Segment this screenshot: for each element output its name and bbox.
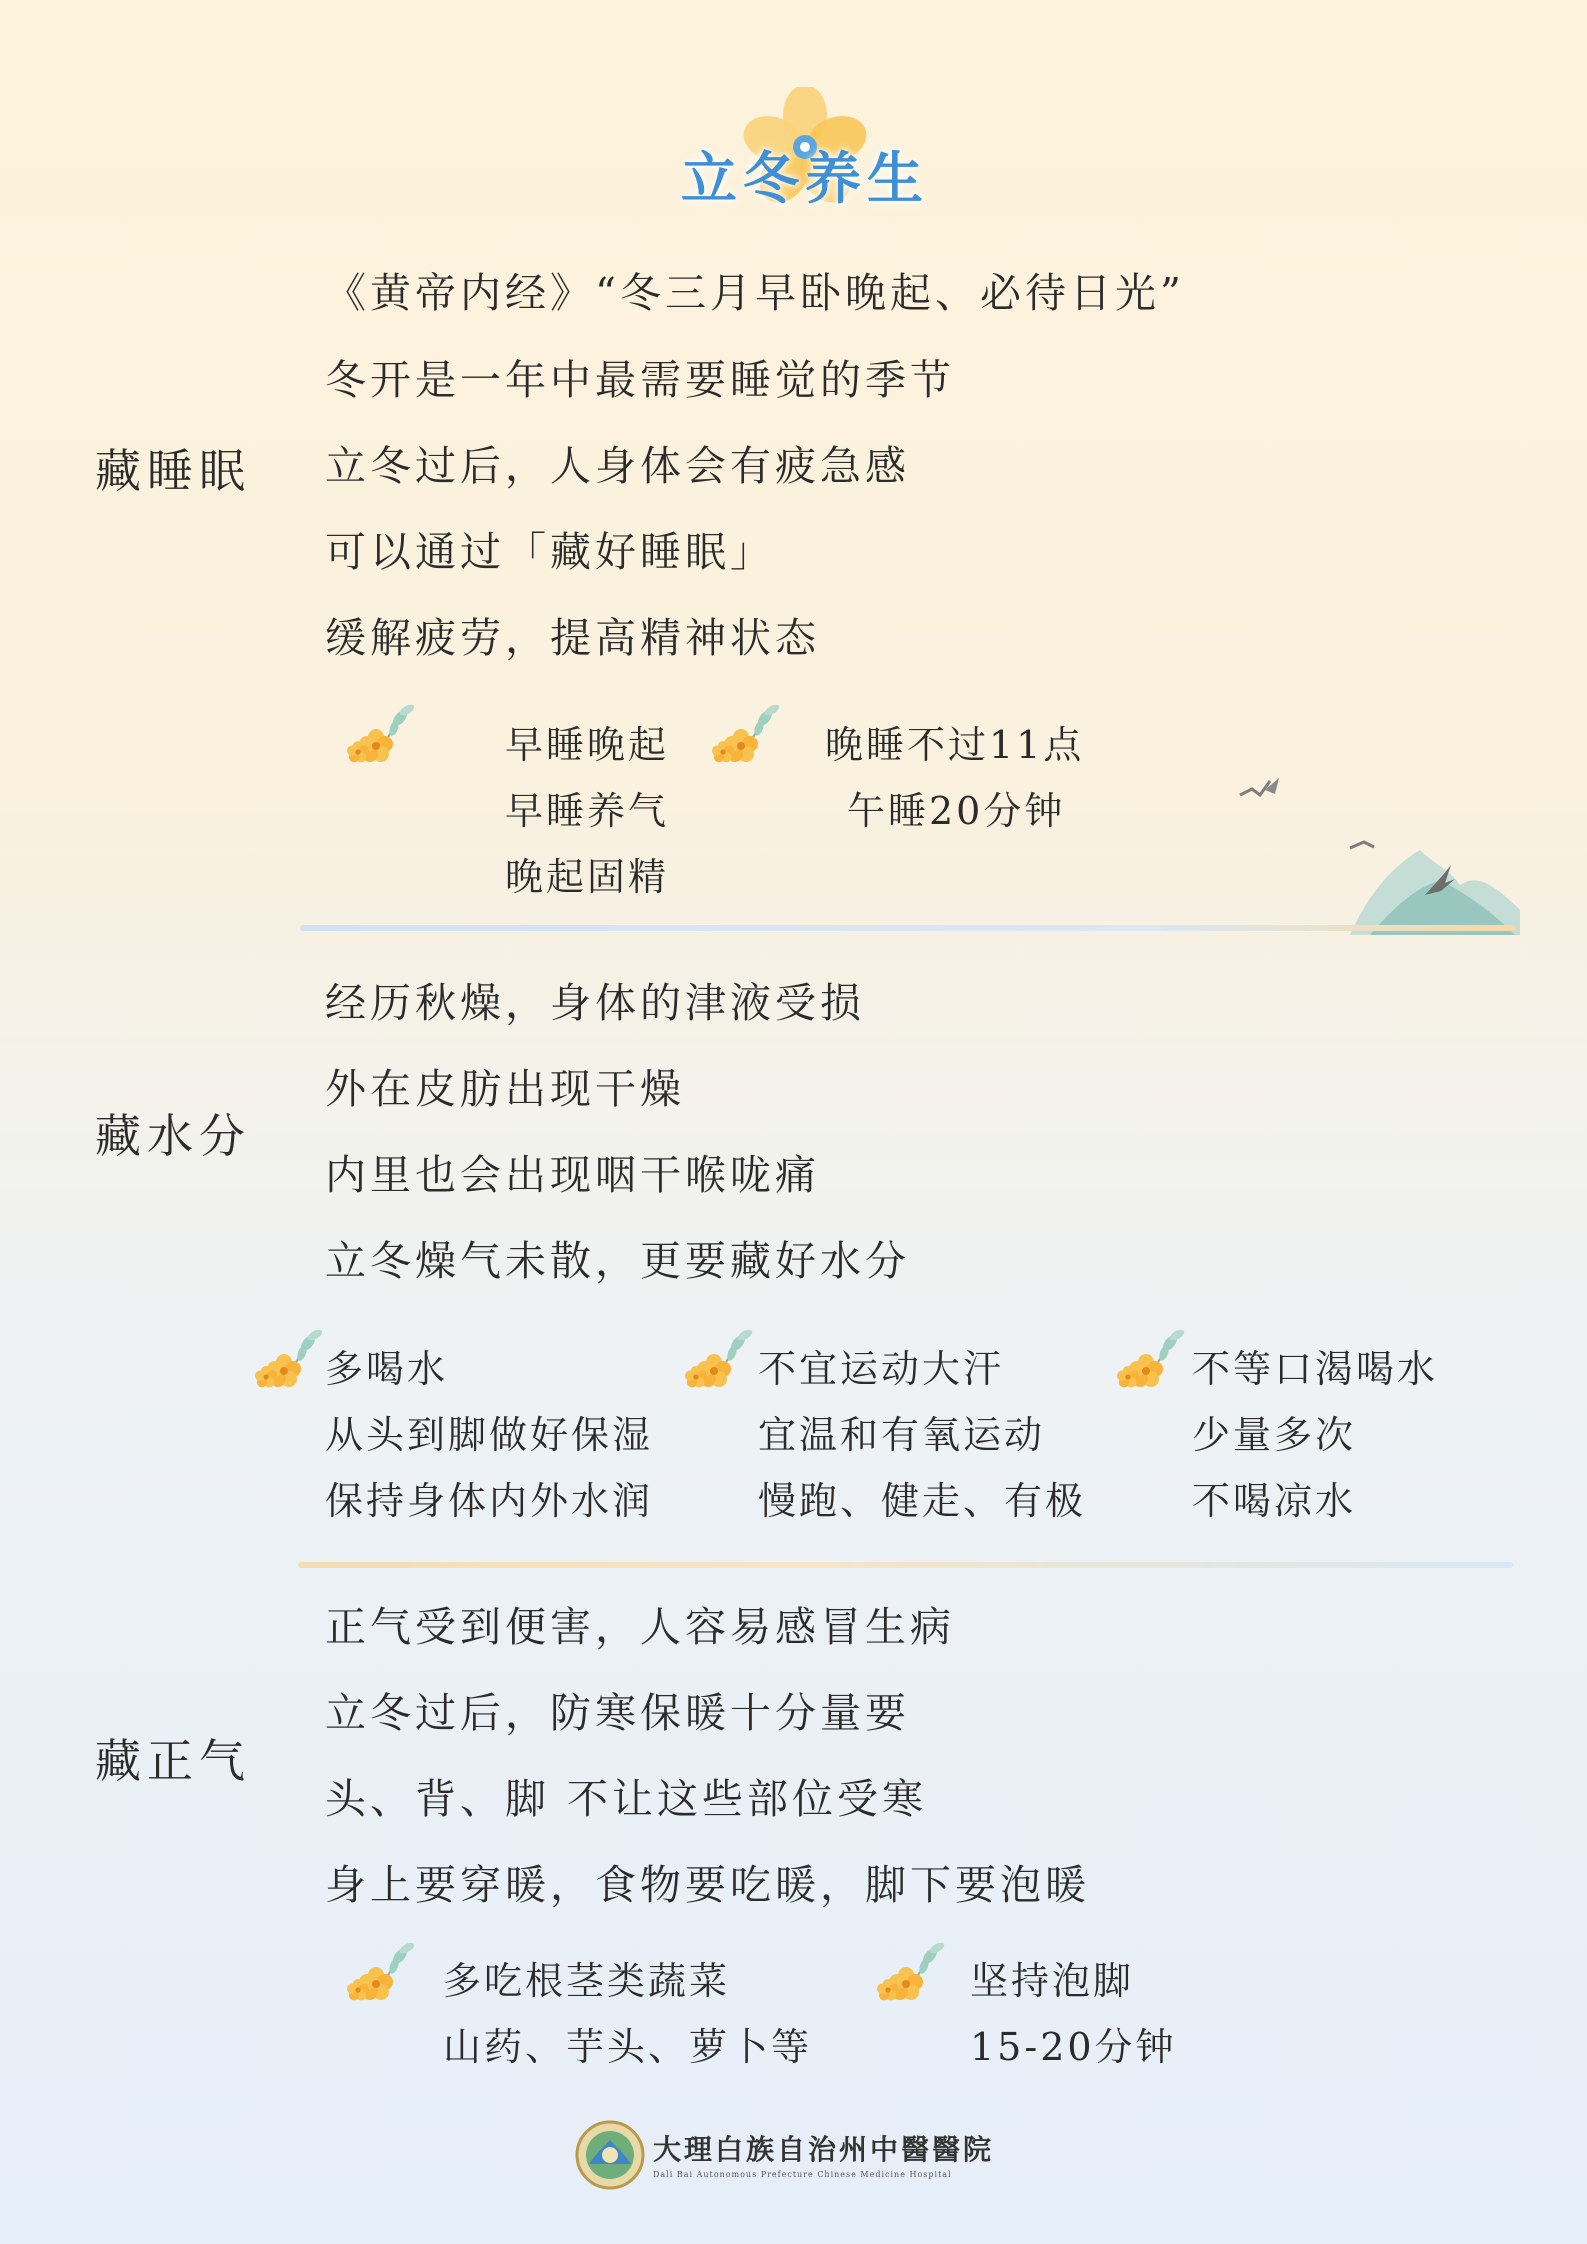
tip-line: 早睡养气: [505, 789, 670, 833]
tip-line: 从头到脚做好保湿: [325, 1413, 654, 1457]
sleep-tip-2: [825, 712, 1084, 844]
qi-line-2: 立冬过后，防寒保暖十分量要: [325, 1689, 910, 1737]
hospital-name: 大理白族自治州中醫醫院: [653, 2133, 995, 2166]
sleep-line-4: 可以通过「藏好睡眠」: [325, 528, 775, 576]
hospital-logo: [575, 2120, 1015, 2200]
water-line-2: 外在皮肪出现干燥: [325, 1065, 685, 1113]
section-divider: [300, 925, 1516, 931]
qi-line-1: 正气受到便害，人容易感冒生病: [325, 1603, 955, 1651]
water-tip-3: [1192, 1336, 1438, 1534]
flower-sprig-icon: [870, 1938, 950, 2008]
tip-line: 少量多次: [1192, 1413, 1357, 1457]
tip-line: 山药、芋头、萝卜等: [443, 2025, 813, 2069]
section-label-water: 藏水分: [95, 1109, 251, 1163]
flower-sprig-icon: [340, 1938, 420, 2008]
water-line-4: 立冬燥气未散，更要藏好水分: [325, 1237, 910, 1285]
flower-sprig-icon: [1110, 1325, 1190, 1395]
tip-line: 多吃根茎类蔬菜: [443, 1959, 731, 2003]
qi-line-3: 头、背、脚 不让这些部位受寒: [325, 1775, 928, 1823]
page-title: 立冬养生: [681, 147, 929, 212]
tip-line: 不喝凉水: [1192, 1479, 1357, 1523]
sleep-line-1: 《黄帝内经》“冬三月早卧晚起、必待日光”: [325, 269, 1185, 317]
hospital-emblem-icon: [575, 2120, 645, 2190]
tip-line: 不等口渴喝水: [1192, 1347, 1439, 1391]
water-tip-2: [758, 1336, 1086, 1534]
tip-line: 早睡晚起: [505, 723, 670, 767]
water-line-3: 内里也会出现咽干喉咙痛: [325, 1151, 820, 1199]
tip-line: 晚起固精: [505, 855, 670, 899]
qi-tip-1: [443, 1948, 812, 2080]
sleep-line-3: 立冬过后，人身体会有疲急感: [325, 442, 910, 490]
qi-line-4: 身上要穿暖，食物要吃暖，脚下要泡暖: [325, 1861, 1090, 1909]
tip-line: 午睡20分钟: [847, 789, 1066, 833]
tip-line: 慢跑、健走、有极: [758, 1479, 1087, 1523]
section-label-sleep: 藏睡眠: [95, 444, 251, 498]
qi-tip-2: [970, 1948, 1177, 2080]
title-block: [640, 95, 970, 215]
section-label-qi: 藏正气: [95, 1734, 251, 1788]
water-tip-1: [325, 1336, 653, 1534]
tip-line: 多喝水: [325, 1347, 449, 1391]
tip-line: 15-20分钟: [970, 2025, 1177, 2069]
flower-sprig-icon: [678, 1325, 758, 1395]
flower-sprig-icon: [340, 700, 420, 770]
sleep-line-2: 冬开是一年中最需要睡觉的季节: [325, 356, 955, 404]
tip-line: 保持身体内外水润: [325, 1479, 654, 1523]
sleep-tip-1: [505, 712, 669, 910]
tip-line: 宜温和有氧运动: [758, 1413, 1046, 1457]
tip-line: 不宜运动大汗: [758, 1347, 1005, 1391]
tip-line: 坚持泡脚: [970, 1959, 1135, 2003]
sleep-line-5: 缓解疲劳，提高精神状态: [325, 614, 820, 662]
water-line-1: 经历秋燥，身体的津液受损: [325, 979, 865, 1027]
tip-line: 晚睡不过11点: [825, 723, 1085, 767]
hospital-name-en: Dali Bai Autonomous Prefecture Chinese Medicine Hospital: [653, 2170, 952, 2179]
section-divider: [298, 1562, 1513, 1568]
flower-sprig-icon: [705, 700, 785, 770]
flower-sprig-icon: [248, 1325, 328, 1395]
mountain-birds-decoration: [1220, 770, 1520, 935]
